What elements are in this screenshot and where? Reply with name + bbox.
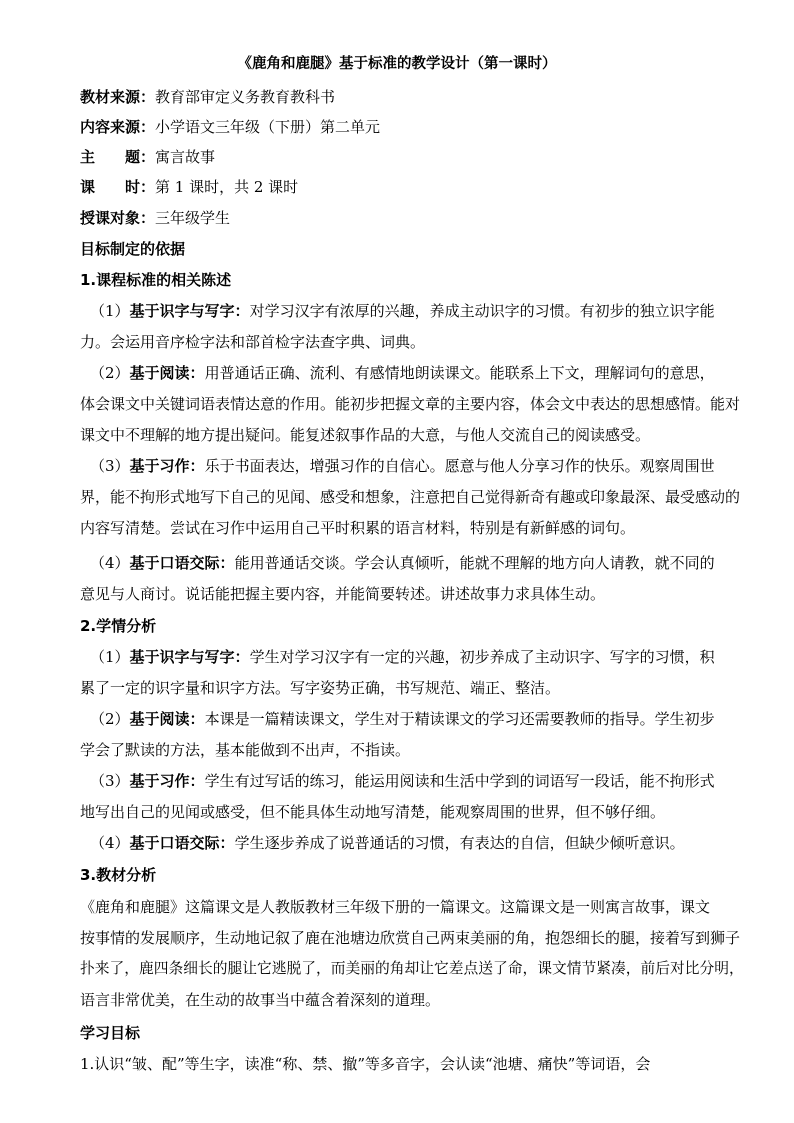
item-label: 基于识字与写字： [129, 648, 250, 666]
meta-value: 三年级学生 [155, 209, 231, 227]
paragraph-line: 界，能不拘形式地写下自己的见闻、感受和想象，注意把自己觉得新奇有趣或印象最深、最受感动的 [80, 488, 741, 506]
paragraph-line [90, 300, 730, 322]
paragraph-line [90, 646, 730, 668]
paragraph-line: 内容写清楚。尝试在习作中运用自己平时积累的语言材料，特别是有新鲜感的词句。 [80, 519, 636, 537]
meta-value: 寓言故事 [155, 148, 216, 166]
paragraph-line: 力。会运用音序检字法和部首检字法查字典、词典。 [80, 333, 426, 351]
item-number: （4） [90, 834, 130, 852]
document-title: 《鹿角和鹿腿》基于标准的教学设计（第一课时） [237, 56, 557, 72]
paragraph-line: 累了一定的识字量和识字方法。写字姿势正确，书写规范、端正、整洁。 [80, 679, 561, 697]
paragraph-line [90, 708, 730, 730]
meta-period [80, 176, 720, 198]
goals-heading: 学习目标 [80, 1024, 141, 1042]
text: 能用普通话交谈。学会认真倾听，能就不理解的地方向人请教，就不同的 [234, 554, 715, 572]
paragraph-line: 地写出自己的见闻或感受，但不能具体生动地写清楚，能观察周围的世界，但不够仔细。 [80, 803, 666, 821]
meta-label: 内容来源： [80, 118, 156, 136]
meta-source [80, 86, 720, 108]
text: 学生有过写话的练习，能运用阅读和生活中学到的词语写一段话，能不拘形式 [204, 772, 715, 790]
item-label: 基于阅读： [129, 364, 205, 382]
item-label: 基于阅读： [129, 710, 205, 728]
text: 对学习汉字有浓厚的兴趣，养成主动识字的习惯。有初步的独立识字能 [249, 302, 715, 320]
item-number: （2） [90, 364, 130, 382]
paragraph-line: 意见与人商讨。说话能把握主要内容，并能简要转述。讲述故事力求具体生动。 [80, 585, 606, 603]
item-label: 基于口语交际： [129, 554, 235, 572]
text: 用普通话正确、流利、有感情地朗读课文。能联系上下文，理解词句的意思， [204, 364, 715, 382]
item-number: （2） [90, 710, 130, 728]
text: 本课是一篇精读课文，学生对于精读课文的学习还需要教师的指导。学生初步 [204, 710, 715, 728]
paragraph-line [90, 455, 730, 477]
meta-label: 课 时： [80, 178, 156, 196]
paragraph-line: 体会课文中关键词语表情达意的作用。能初步把握文章的主要内容，体会文中表达的思想感情。能对 [80, 395, 741, 413]
meta-label: 授课对象： [80, 209, 156, 227]
item-label: 基于口语交际： [129, 834, 235, 852]
meta-label: 主 题： [80, 148, 156, 166]
meta-value: 小学语文三年级（下册）第二单元 [155, 118, 381, 136]
paragraph-line [90, 552, 730, 574]
item-number: （1） [90, 302, 130, 320]
text: 乐于书面表达，增强习作的自信心。愿意与他人分享习作的快乐。观察周围世 [204, 457, 715, 475]
paragraph-line [90, 770, 730, 792]
item-label: 基于习作： [129, 457, 205, 475]
text: 学生对学习汉字有一定的兴趣，初步养成了主动识字、写字的习惯，积 [249, 648, 715, 666]
item-number: （4） [90, 554, 130, 572]
item-number: （1） [90, 648, 130, 666]
paragraph-line: 扑来了，鹿四条细长的腿让它逃脱了，而美丽的角却让它差点送了命，课文情节紧凑，前后对比分明， [80, 960, 744, 977]
item-number: （3） [90, 457, 130, 475]
paragraph-line: 学会了默读的方法，基本能做到不出声，不指读。 [80, 741, 411, 759]
paragraph-line: 课文中不理解的地方提出疑问。能复述叙事作品的大意，与他人交流自己的阅读感受。 [80, 426, 651, 444]
meta-label: 教材来源： [80, 88, 156, 106]
section-heading: 1.课程标准的相关陈述 [80, 271, 232, 289]
meta-content [80, 116, 720, 138]
paragraph-line: 语言非常优美，在生动的故事当中蕴含着深刻的道理。 [80, 991, 441, 1009]
meta-topic [80, 146, 720, 168]
paragraph-line [90, 362, 730, 384]
paragraph-line: 《鹿角和鹿腿》这篇课文是人教版教材三年级下册的一篇课文。这篇课文是一则寓言故事，课文 [80, 898, 711, 916]
item-label: 基于识字与写字： [129, 302, 250, 320]
text: 学生逐步养成了说普通话的习惯，有表达的自信，但缺少倾听意识。 [234, 834, 685, 852]
basis-heading: 目标制定的依据 [80, 240, 186, 258]
meta-value: 第 1 课时，共 2 课时 [155, 178, 299, 196]
item-number: （3） [90, 772, 130, 790]
meta-value: 教育部审定义务教育教科书 [155, 88, 336, 106]
section-heading: 3.教材分析 [80, 866, 157, 884]
item-label: 基于习作： [129, 772, 205, 790]
paragraph-line [90, 832, 730, 854]
paragraph-line: 1.认识“皱、配”等生字，读准“称、禁、撤”等多音字，会认读“池塘、痛快”等词语，会 [80, 1055, 651, 1073]
meta-audience [80, 207, 720, 229]
paragraph-line: 按事情的发展顺序，生动地记叙了鹿在池塘边欣赏自己两束美丽的角，抱怨细长的腿，接着写到狮子 [80, 929, 741, 947]
section-heading: 2.学情分析 [80, 617, 157, 635]
